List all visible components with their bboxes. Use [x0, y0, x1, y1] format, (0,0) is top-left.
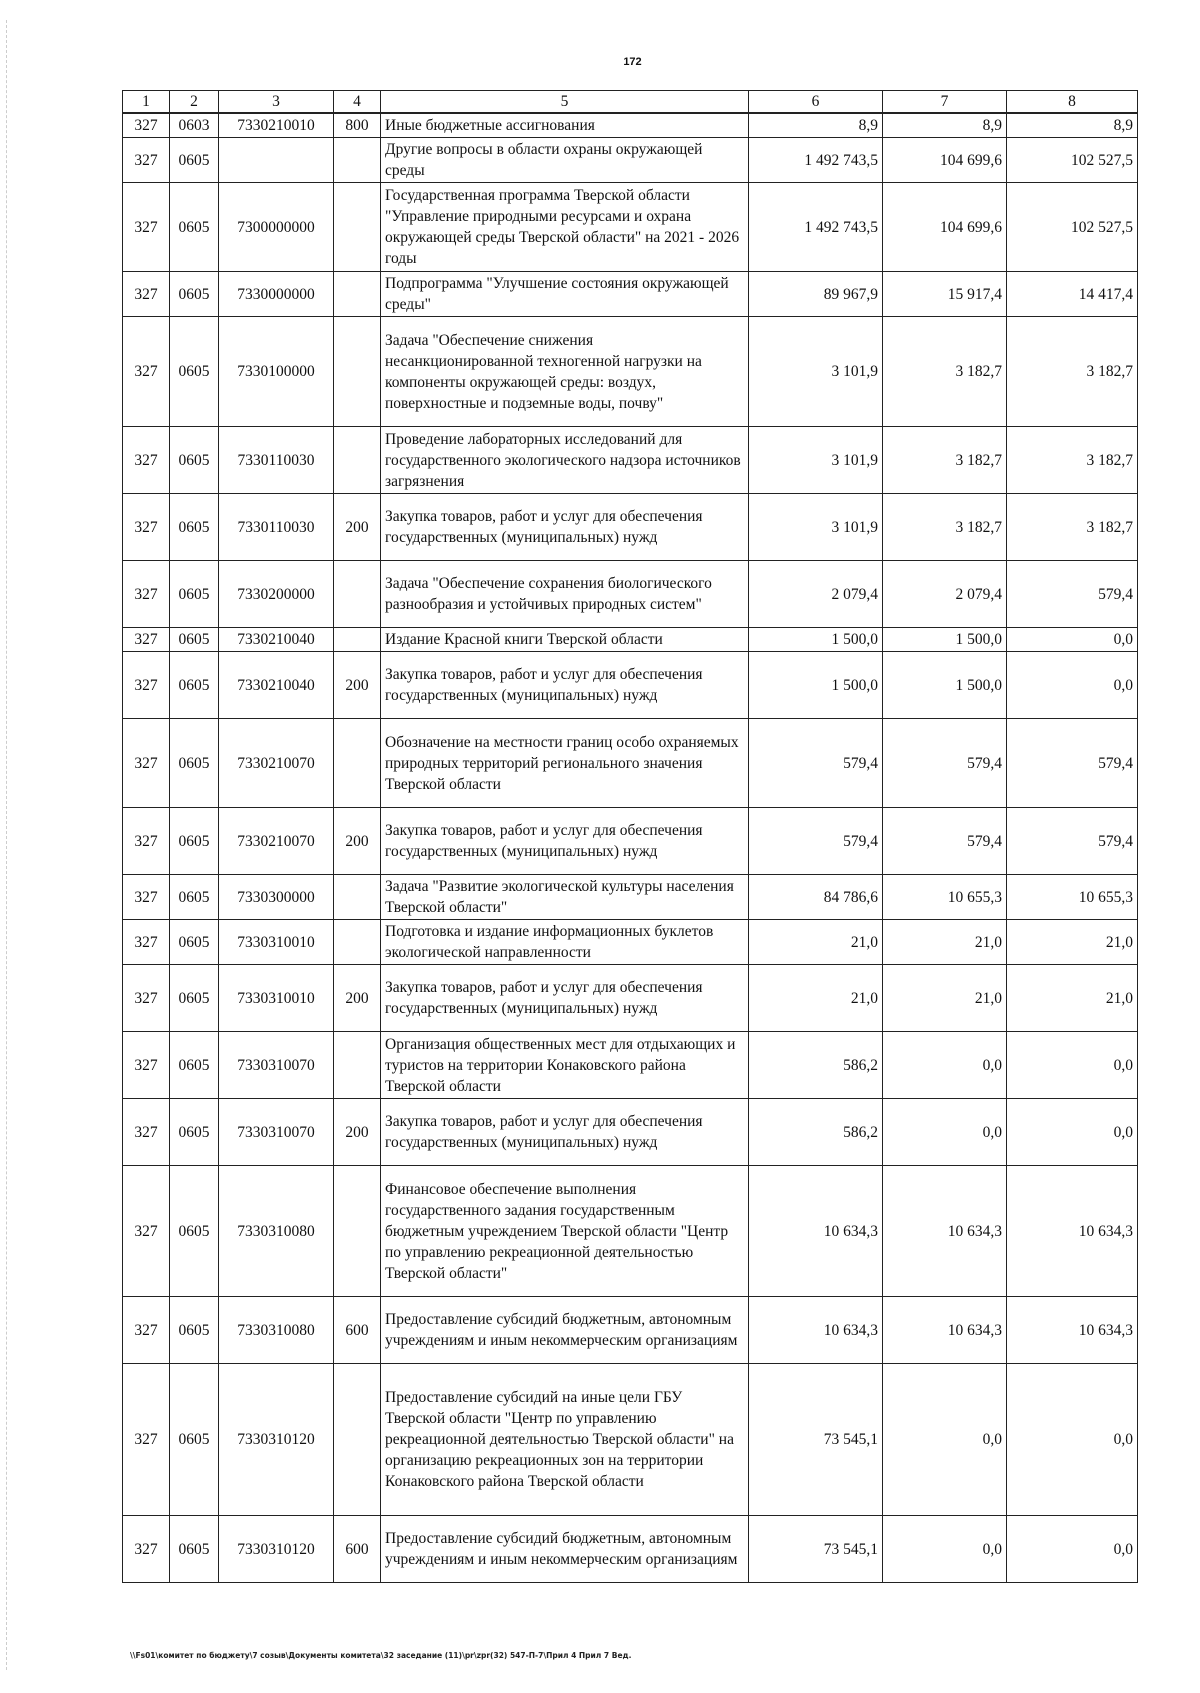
cell-target-article: 7330000000	[219, 272, 334, 317]
cell-amount-col6: 579,4	[749, 808, 883, 875]
cell-amount-col6: 84 786,6	[749, 875, 883, 920]
cell-section-code: 0605	[170, 628, 219, 652]
cell-expense-type	[334, 1364, 381, 1516]
cell-amount-col7: 1 500,0	[883, 652, 1007, 719]
cell-admin-code: 327	[123, 965, 170, 1032]
cell-amount-col8: 579,4	[1007, 561, 1138, 628]
cell-expense-type	[334, 138, 381, 183]
cell-amount-col8: 14 417,4	[1007, 272, 1138, 317]
table-row	[123, 272, 1138, 317]
table-row	[123, 1297, 1138, 1364]
cell-section-code: 0605	[170, 427, 219, 494]
cell-target-article: 7330210040	[219, 652, 334, 719]
cell-amount-col7: 104 699,6	[883, 138, 1007, 183]
cell-admin-code: 327	[123, 1166, 170, 1297]
table-row	[123, 628, 1138, 652]
cell-amount-col6: 8,9	[749, 113, 883, 138]
cell-amount-col7: 10 634,3	[883, 1297, 1007, 1364]
cell-amount-col7: 3 182,7	[883, 427, 1007, 494]
table-row	[123, 719, 1138, 808]
cell-description: Закупка товаров, работ и услуг для обеспечения государственных (муниципальных) нужд	[381, 494, 749, 561]
cell-amount-col6: 586,2	[749, 1032, 883, 1099]
table-row	[123, 1364, 1138, 1516]
cell-admin-code: 327	[123, 561, 170, 628]
cell-description: Финансовое обеспечение выполнения государственного задания государственным бюджетным учреждением Тверской области "Центр по управлению рекреационной деятельностью Тверской области"	[381, 1166, 749, 1297]
cell-description: Задача "Обеспечение снижения несанкционированной техногенной нагрузки на компоненты окружающей среды: воздух, поверхностные и подземные воды, почву"	[381, 317, 749, 427]
cell-amount-col6: 73 545,1	[749, 1364, 883, 1516]
cell-amount-col7: 0,0	[883, 1032, 1007, 1099]
cell-expense-type: 600	[334, 1297, 381, 1364]
cell-description: Закупка товаров, работ и услуг для обеспечения государственных (муниципальных) нужд	[381, 965, 749, 1032]
cell-expense-type: 200	[334, 808, 381, 875]
cell-section-code: 0605	[170, 317, 219, 427]
cell-expense-type	[334, 719, 381, 808]
col-header-7: 7	[883, 91, 1007, 114]
cell-amount-col7: 2 079,4	[883, 561, 1007, 628]
table-row	[123, 317, 1138, 427]
cell-admin-code: 327	[123, 183, 170, 272]
cell-amount-col6: 1 500,0	[749, 628, 883, 652]
cell-expense-type	[334, 427, 381, 494]
cell-expense-type	[334, 628, 381, 652]
cell-expense-type: 600	[334, 1516, 381, 1583]
cell-section-code: 0605	[170, 1032, 219, 1099]
cell-amount-col8: 579,4	[1007, 808, 1138, 875]
cell-amount-col8: 0,0	[1007, 628, 1138, 652]
col-header-5: 5	[381, 91, 749, 114]
cell-section-code: 0605	[170, 494, 219, 561]
table-row	[123, 1032, 1138, 1099]
cell-amount-col6: 89 967,9	[749, 272, 883, 317]
cell-amount-col8: 3 182,7	[1007, 494, 1138, 561]
cell-target-article: 7330310120	[219, 1364, 334, 1516]
cell-amount-col7: 3 182,7	[883, 494, 1007, 561]
cell-amount-col8: 8,9	[1007, 113, 1138, 138]
cell-amount-col8: 21,0	[1007, 920, 1138, 965]
cell-amount-col8: 3 182,7	[1007, 317, 1138, 427]
table-body	[123, 113, 1138, 1583]
cell-amount-col7: 0,0	[883, 1099, 1007, 1166]
cell-amount-col7: 579,4	[883, 808, 1007, 875]
cell-description: Обозначение на местности границ особо охраняемых природных территорий регионального значения Тверской области	[381, 719, 749, 808]
cell-amount-col8: 10 655,3	[1007, 875, 1138, 920]
cell-target-article: 7330310010	[219, 920, 334, 965]
cell-amount-col8: 102 527,5	[1007, 138, 1138, 183]
cell-expense-type	[334, 920, 381, 965]
cell-expense-type: 200	[334, 652, 381, 719]
cell-admin-code: 327	[123, 628, 170, 652]
col-header-2: 2	[170, 91, 219, 114]
cell-section-code: 0605	[170, 719, 219, 808]
cell-section-code: 0605	[170, 965, 219, 1032]
cell-description: Предоставление субсидий бюджетным, автономным учреждениям и иным некоммерческим организациям	[381, 1297, 749, 1364]
table-row	[123, 808, 1138, 875]
cell-target-article: 7330210070	[219, 808, 334, 875]
cell-admin-code: 327	[123, 272, 170, 317]
col-header-8: 8	[1007, 91, 1138, 114]
cell-admin-code: 327	[123, 317, 170, 427]
table-row	[123, 875, 1138, 920]
cell-target-article: 7330210010	[219, 113, 334, 138]
cell-section-code: 0603	[170, 113, 219, 138]
col-header-1: 1	[123, 91, 170, 114]
cell-description: Предоставление субсидий бюджетным, автономным учреждениям и иным некоммерческим организациям	[381, 1516, 749, 1583]
cell-amount-col6: 21,0	[749, 965, 883, 1032]
cell-amount-col8: 10 634,3	[1007, 1166, 1138, 1297]
cell-description: Государственная программа Тверской области "Управление природными ресурсами и охрана окружающей среды Тверской области" на 2021 - 2026 годы	[381, 183, 749, 272]
cell-description: Закупка товаров, работ и услуг для обеспечения государственных (муниципальных) нужд	[381, 808, 749, 875]
cell-admin-code: 327	[123, 113, 170, 138]
cell-amount-col7: 21,0	[883, 920, 1007, 965]
cell-admin-code: 327	[123, 652, 170, 719]
cell-amount-col6: 586,2	[749, 1099, 883, 1166]
table-row	[123, 494, 1138, 561]
cell-section-code: 0605	[170, 1166, 219, 1297]
cell-target-article: 7330310010	[219, 965, 334, 1032]
table-row	[123, 1099, 1138, 1166]
cell-target-article	[219, 138, 334, 183]
page-number: 172	[623, 56, 642, 68]
cell-target-article: 7330110030	[219, 427, 334, 494]
cell-amount-col7: 8,9	[883, 113, 1007, 138]
cell-amount-col6: 1 492 743,5	[749, 138, 883, 183]
cell-target-article: 7330310070	[219, 1099, 334, 1166]
cell-expense-type	[334, 1166, 381, 1297]
cell-description: Подпрограмма "Улучшение состояния окружающей среды"	[381, 272, 749, 317]
cell-expense-type: 200	[334, 494, 381, 561]
col-header-6: 6	[749, 91, 883, 114]
cell-amount-col6: 1 500,0	[749, 652, 883, 719]
cell-amount-col8: 0,0	[1007, 652, 1138, 719]
cell-target-article: 7330310080	[219, 1166, 334, 1297]
table-row	[123, 138, 1138, 183]
cell-expense-type	[334, 183, 381, 272]
cell-amount-col6: 3 101,9	[749, 317, 883, 427]
cell-admin-code: 327	[123, 1516, 170, 1583]
cell-amount-col8: 3 182,7	[1007, 427, 1138, 494]
cell-amount-col8: 0,0	[1007, 1099, 1138, 1166]
cell-section-code: 0605	[170, 1364, 219, 1516]
cell-section-code: 0605	[170, 272, 219, 317]
cell-description: Издание Красной книги Тверской области	[381, 628, 749, 652]
cell-target-article: 7330210040	[219, 628, 334, 652]
cell-amount-col6: 2 079,4	[749, 561, 883, 628]
cell-amount-col7: 579,4	[883, 719, 1007, 808]
cell-amount-col7: 10 634,3	[883, 1166, 1007, 1297]
cell-description: Иные бюджетные ассигнования	[381, 113, 749, 138]
cell-description: Задача "Развитие экологической культуры населения Тверской области"	[381, 875, 749, 920]
cell-target-article: 7330210070	[219, 719, 334, 808]
cell-admin-code: 327	[123, 1099, 170, 1166]
cell-description: Предоставление субсидий на иные цели ГБУ Тверской области "Центр по управлению рекреационной деятельностью Тверской области" на организацию рекреационных зон на территории Конаковского района Тверской области	[381, 1364, 749, 1516]
cell-amount-col6: 3 101,9	[749, 494, 883, 561]
cell-description: Закупка товаров, работ и услуг для обеспечения государственных (муниципальных) нужд	[381, 1099, 749, 1166]
cell-amount-col8: 0,0	[1007, 1516, 1138, 1583]
cell-target-article: 7330300000	[219, 875, 334, 920]
table-row	[123, 1166, 1138, 1297]
cell-admin-code: 327	[123, 1297, 170, 1364]
cell-amount-col6: 3 101,9	[749, 427, 883, 494]
cell-section-code: 0605	[170, 183, 219, 272]
table-row	[123, 965, 1138, 1032]
cell-amount-col7: 104 699,6	[883, 183, 1007, 272]
cell-description: Проведение лабораторных исследований для государственного экологического надзора источников загрязнения	[381, 427, 749, 494]
cell-amount-col7: 0,0	[883, 1364, 1007, 1516]
cell-amount-col6: 73 545,1	[749, 1516, 883, 1583]
cell-section-code: 0605	[170, 1516, 219, 1583]
cell-section-code: 0605	[170, 1297, 219, 1364]
cell-amount-col7: 15 917,4	[883, 272, 1007, 317]
cell-expense-type: 800	[334, 113, 381, 138]
cell-amount-col8: 102 527,5	[1007, 183, 1138, 272]
cell-amount-col8: 0,0	[1007, 1364, 1138, 1516]
table-row	[123, 561, 1138, 628]
cell-amount-col7: 1 500,0	[883, 628, 1007, 652]
table-row	[123, 1516, 1138, 1583]
cell-description: Организация общественных мест для отдыхающих и туристов на территории Конаковского района Тверской области	[381, 1032, 749, 1099]
cell-amount-col7: 3 182,7	[883, 317, 1007, 427]
cell-section-code: 0605	[170, 561, 219, 628]
cell-target-article: 7300000000	[219, 183, 334, 272]
cell-description: Задача "Обеспечение сохранения биологического разнообразия и устойчивых природных систем"	[381, 561, 749, 628]
cell-amount-col8: 0,0	[1007, 1032, 1138, 1099]
cell-amount-col6: 21,0	[749, 920, 883, 965]
scan-margin-line	[6, 20, 7, 1670]
cell-amount-col7: 10 655,3	[883, 875, 1007, 920]
cell-expense-type: 200	[334, 965, 381, 1032]
cell-section-code: 0605	[170, 808, 219, 875]
cell-admin-code: 327	[123, 808, 170, 875]
table-row	[123, 652, 1138, 719]
cell-amount-col6: 10 634,3	[749, 1166, 883, 1297]
cell-section-code: 0605	[170, 920, 219, 965]
cell-expense-type: 200	[334, 1099, 381, 1166]
cell-target-article: 7330310080	[219, 1297, 334, 1364]
cell-section-code: 0605	[170, 652, 219, 719]
cell-expense-type	[334, 875, 381, 920]
col-header-3: 3	[219, 91, 334, 114]
table-row	[123, 183, 1138, 272]
cell-target-article: 7330110030	[219, 494, 334, 561]
cell-admin-code: 327	[123, 427, 170, 494]
cell-admin-code: 327	[123, 1364, 170, 1516]
cell-target-article: 7330310120	[219, 1516, 334, 1583]
cell-description: Закупка товаров, работ и услуг для обеспечения государственных (муниципальных) нужд	[381, 652, 749, 719]
cell-expense-type	[334, 272, 381, 317]
cell-amount-col6: 1 492 743,5	[749, 183, 883, 272]
budget-table	[122, 90, 1138, 1583]
cell-section-code: 0605	[170, 1099, 219, 1166]
table-row	[123, 427, 1138, 494]
cell-admin-code: 327	[123, 138, 170, 183]
table-row	[123, 113, 1138, 138]
header-row	[123, 91, 1138, 114]
cell-admin-code: 327	[123, 1032, 170, 1099]
cell-admin-code: 327	[123, 875, 170, 920]
footer-file-path: \\Fs01\комитет по бюджету\7 созыв\Документы комитета\32 заседание (11)\pr\zpr(32) 547-П-7\Прил 4 Прил 7 Вед.	[130, 1651, 632, 1660]
cell-amount-col7: 21,0	[883, 965, 1007, 1032]
cell-expense-type	[334, 561, 381, 628]
cell-target-article: 7330100000	[219, 317, 334, 427]
cell-section-code: 0605	[170, 138, 219, 183]
cell-admin-code: 327	[123, 494, 170, 561]
cell-description: Другие вопросы в области охраны окружающей среды	[381, 138, 749, 183]
col-header-4: 4	[334, 91, 381, 114]
cell-amount-col6: 579,4	[749, 719, 883, 808]
table-row	[123, 920, 1138, 965]
cell-admin-code: 327	[123, 719, 170, 808]
cell-target-article: 7330310070	[219, 1032, 334, 1099]
cell-expense-type	[334, 1032, 381, 1099]
cell-expense-type	[334, 317, 381, 427]
cell-amount-col6: 10 634,3	[749, 1297, 883, 1364]
cell-amount-col8: 21,0	[1007, 965, 1138, 1032]
cell-admin-code: 327	[123, 920, 170, 965]
cell-description: Подготовка и издание информационных буклетов экологической направленности	[381, 920, 749, 965]
cell-amount-col8: 10 634,3	[1007, 1297, 1138, 1364]
cell-amount-col8: 579,4	[1007, 719, 1138, 808]
cell-section-code: 0605	[170, 875, 219, 920]
cell-amount-col7: 0,0	[883, 1516, 1007, 1583]
cell-target-article: 7330200000	[219, 561, 334, 628]
